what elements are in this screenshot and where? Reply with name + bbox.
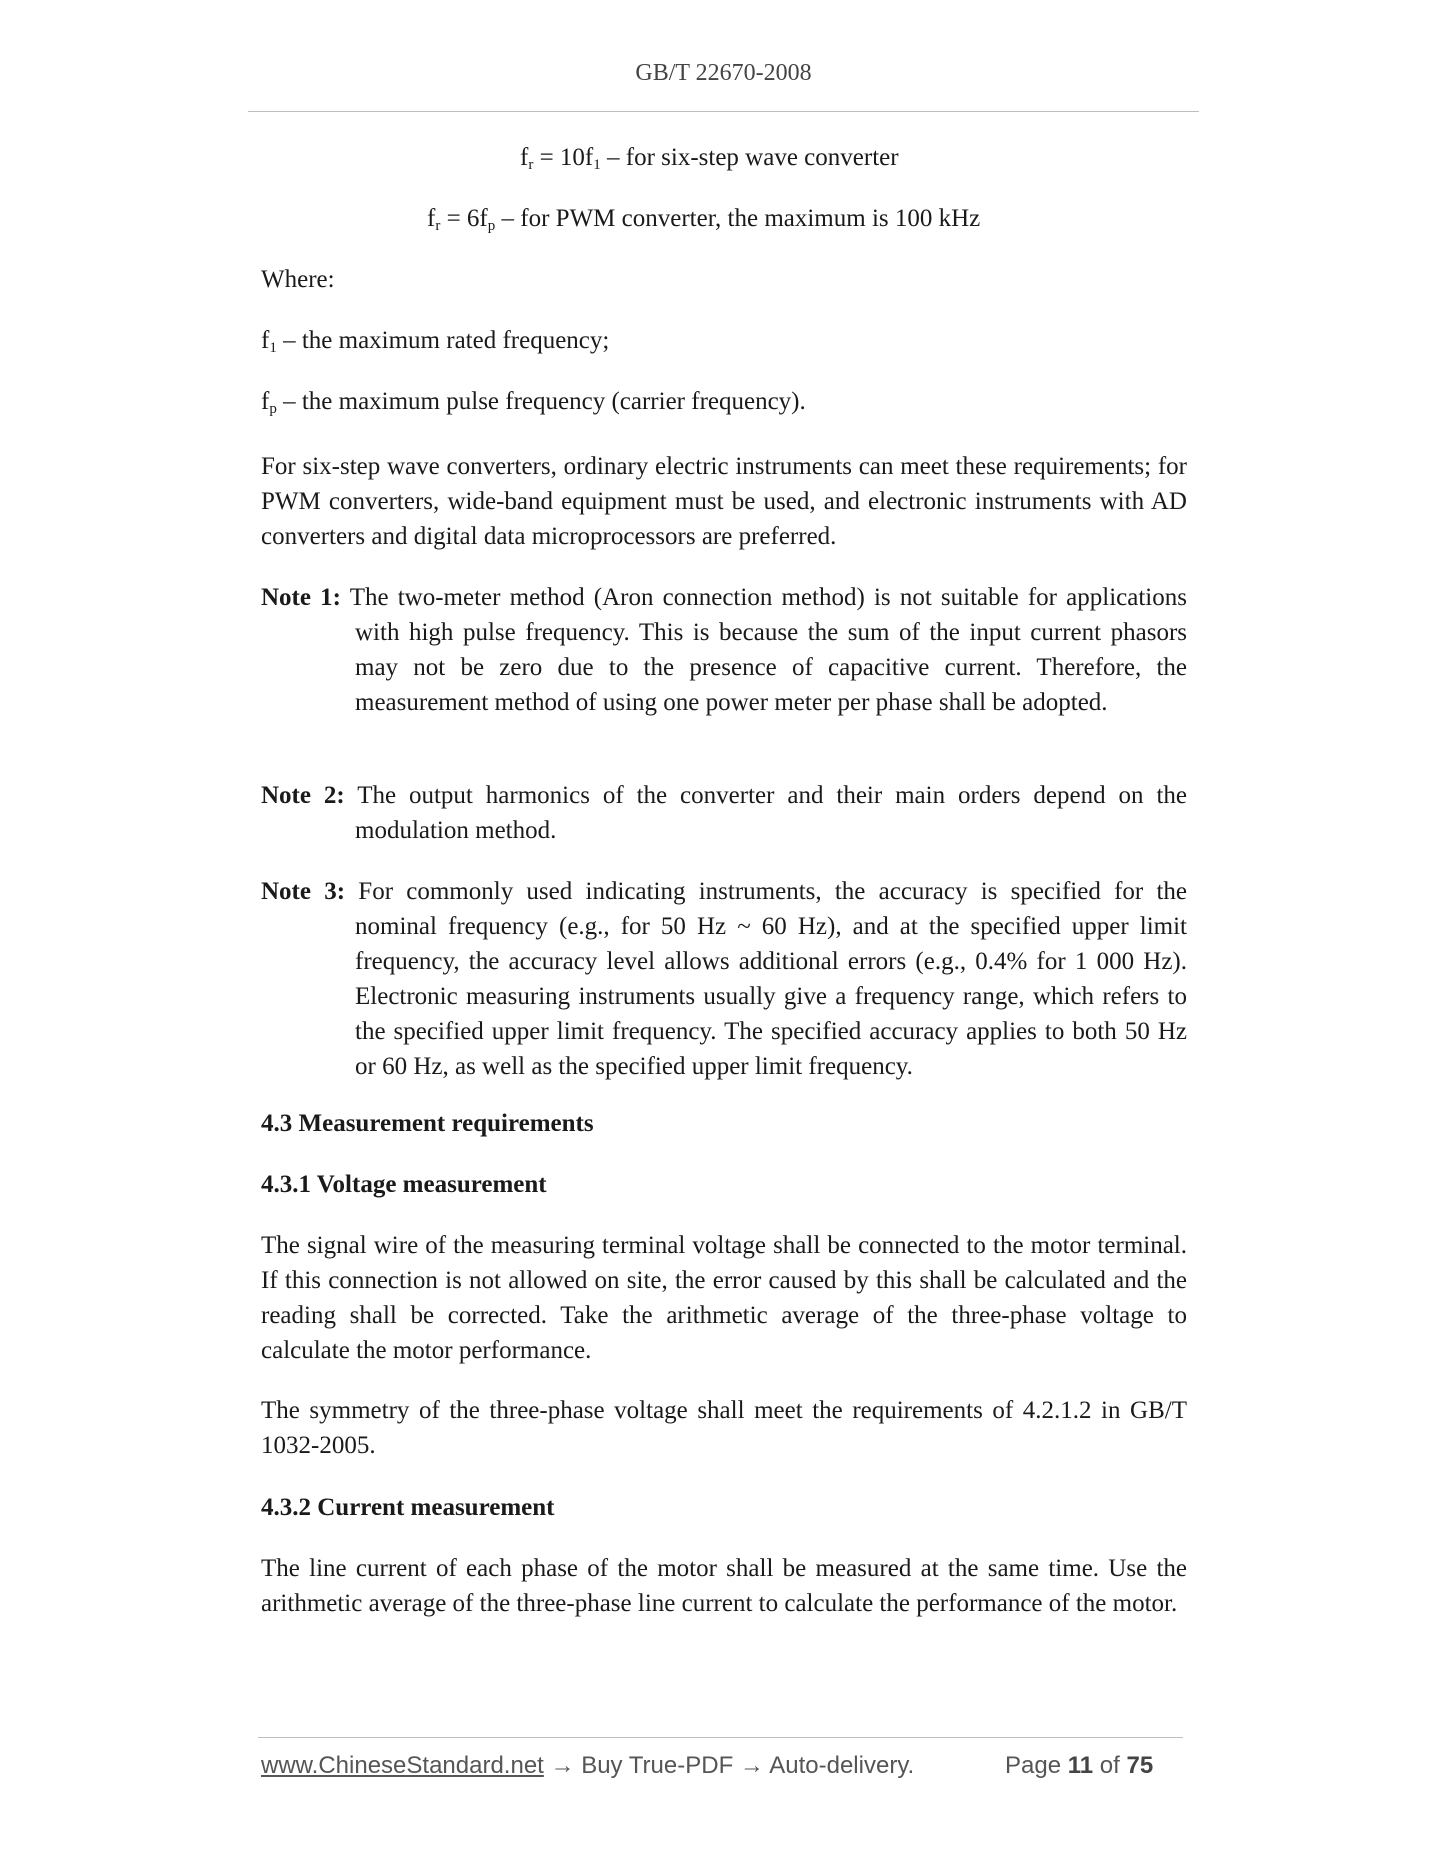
page-header: GB/T 22670-2008 bbox=[635, 60, 812, 86]
formula-lhs: f bbox=[520, 144, 529, 171]
definition-fp bbox=[261, 388, 806, 418]
arrow-icon: → bbox=[543, 1752, 582, 1779]
note-text: The output harmonics of the converter and their main orders depend on the modulation method. bbox=[355, 782, 1187, 844]
formula-lhs: f bbox=[427, 205, 436, 232]
note-text: For commonly used indicating instruments, the accuracy is specified for the nominal frequency (e.g., for 50 Hz ~ 60 Hz), and at the specified upper limit frequency, the accuracy level allows additional errors (e.g., 0.4% for 1 000 Hz). Electronic measuring instruments usually give a frequency range, which refers to the specified upper limit frequency. The specified accuracy applies to both 50 Hz or 60 Hz, as well as the specified upper limit frequency. bbox=[355, 878, 1188, 1080]
def-text: – the maximum rated frequency; bbox=[276, 327, 610, 354]
def-symbol-sub: p bbox=[269, 401, 277, 417]
formula-eq-sub: p bbox=[487, 218, 496, 234]
paragraph-intro: For six-step wave converters, ordinary electric instruments can meet these requirements; for PWM converters, wide-band equipment must be used, and electronic instruments with AD converters and digital data microprocessors are preferred. bbox=[261, 453, 1187, 550]
formula-lhs-sub: r bbox=[435, 218, 441, 234]
formula-eq: = 6f bbox=[440, 205, 488, 232]
page-total: 75 bbox=[1126, 1752, 1154, 1779]
arrow-icon: → bbox=[733, 1752, 770, 1779]
formula-eq: = 10f bbox=[533, 144, 594, 171]
note-label: Note 2: bbox=[261, 782, 345, 809]
def-symbol-sub: 1 bbox=[269, 340, 277, 356]
def-text: – the maximum pulse frequency (carrier frequency). bbox=[276, 388, 806, 415]
section-heading-4-3-1: 4.3.1 Voltage measurement bbox=[261, 1171, 547, 1198]
formula-eq-sub: 1 bbox=[593, 157, 601, 173]
note-label: Note 3: bbox=[261, 878, 346, 905]
section-heading-4-3: 4.3 Measurement requirements bbox=[261, 1110, 594, 1137]
page-label: Page bbox=[1005, 1752, 1062, 1779]
note-1 bbox=[261, 580, 1187, 720]
footer-site-link[interactable]: www.ChineseStandard.net bbox=[261, 1752, 544, 1779]
section-heading-4-3-2: 4.3.2 Current measurement bbox=[261, 1494, 555, 1521]
definition-f1 bbox=[261, 327, 609, 357]
paragraph-voltage-2: The symmetry of the three-phase voltage shall meet the requirements of 4.2.1.2 in GB/T 1032-2005. bbox=[261, 1397, 1187, 1459]
paragraph-voltage-1: The signal wire of the measuring terminal voltage shall be connected to the motor terminal. If this connection is not allowed on site, the error caused by this shall be calculated and the reading shall be corrected. Take the arithmetic average of the three-phase voltage to calculate the motor performance. bbox=[261, 1232, 1187, 1364]
footer-promo bbox=[261, 1752, 914, 1780]
formula-rest: – for PWM converter, the maximum is 100 kHz bbox=[495, 205, 981, 232]
footer-divider bbox=[258, 1737, 1183, 1738]
paragraph-current: The line current of each phase of the motor shall be measured at the same time. Use the arithmetic average of the three-phase line current to calculate the performance of the motor. bbox=[261, 1555, 1187, 1617]
footer-delivery-text: Auto-delivery. bbox=[769, 1752, 915, 1779]
page-indicator bbox=[1005, 1752, 1153, 1780]
note-text: The two-meter method (Aron connection method) is not suitable for applications with high pulse frequency. This is because the sum of the input current phasors may not be zero due to the presence of capacitive current. Therefore, the measurement method of using one power meter per phase shall be adopted. bbox=[349, 584, 1187, 716]
formula-lhs-sub: r bbox=[528, 157, 534, 173]
page-number: 11 bbox=[1067, 1752, 1094, 1779]
note-2 bbox=[261, 778, 1187, 848]
where-label: Where: bbox=[261, 266, 335, 293]
def-symbol: f bbox=[261, 388, 270, 415]
note-label: Note 1: bbox=[261, 584, 341, 611]
def-symbol: f bbox=[261, 327, 270, 354]
formula-rest: – for six-step wave converter bbox=[600, 144, 899, 171]
note-3 bbox=[261, 874, 1187, 1084]
header-divider bbox=[248, 111, 1199, 112]
formula-six-step bbox=[520, 144, 899, 174]
of-label: of bbox=[1099, 1752, 1120, 1779]
footer-buy-text: Buy True-PDF bbox=[581, 1752, 734, 1779]
formula-pwm bbox=[427, 205, 980, 235]
